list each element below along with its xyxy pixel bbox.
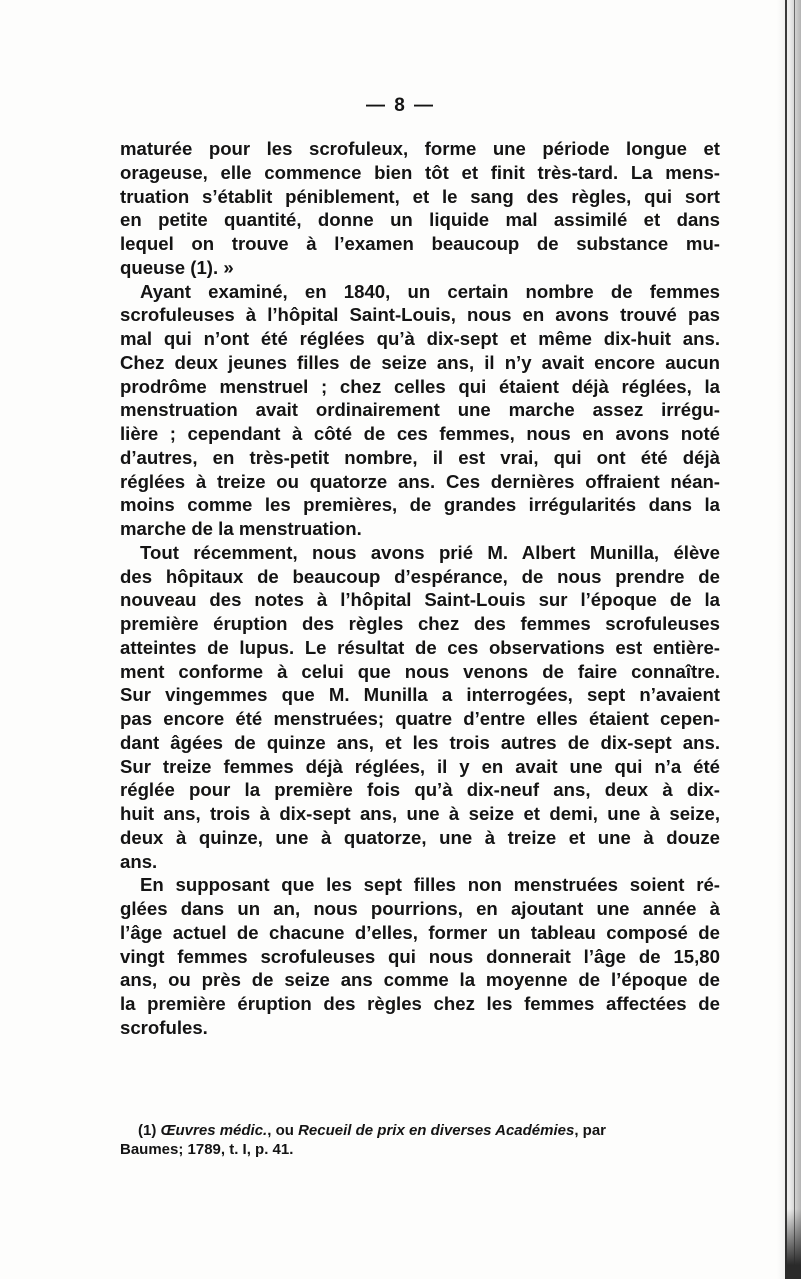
text-line: dant âgées de quinze ans, et les trois autres de dix-sept ans.: [120, 731, 720, 753]
text-line: l’âge actuel de chacune d’elles, former un tableau composé de: [120, 921, 720, 943]
text-line: réglée pour la première fois qu’à dix-neuf ans, deux à dix-: [120, 779, 720, 801]
text-line: Chez deux jeunes filles de seize ans, il n’y avait encore aucun: [120, 351, 720, 373]
page-edge-shadow: [777, 0, 801, 1279]
text-line: glées dans un an, nous pourrions, en ajoutant une année à: [120, 898, 720, 919]
page-number: — 8 —: [365, 95, 436, 116]
text-line: moins comme les premières, de grandes irrégularités dans la: [120, 494, 720, 516]
footnote-marker: (1): [138, 1122, 157, 1139]
text-line: deux à quinze, une à quatorze, une à treize et une à douze: [120, 826, 720, 848]
text-line: prodrôme menstruel ; chez celles qui étaient déjà réglées, la: [120, 375, 720, 397]
text-line: la première éruption des règles chez les femmes affectées de: [120, 993, 720, 1014]
text-line: mal qui n’ont été réglées qu’à dix-sept et même dix-huit ans.: [120, 328, 720, 349]
text-line: lequel on trouve à l’examen beaucoup de substance mu-: [120, 233, 720, 254]
text-line: orageuse, elle commence bien tôt et finit très-tard. La mens-: [120, 161, 720, 183]
text-line: réglées à treize ou quatorze ans. Ces dernières offraient néan-: [120, 470, 720, 492]
text-line: des hôpitaux de beaucoup d’espérance, de nous prendre de: [120, 565, 720, 587]
text-line: truation s’établit péniblement, et le sang des règles, qui sort: [120, 185, 720, 207]
text-line: Tout récemment, nous avons prié M. Albert Munilla, élève: [140, 541, 720, 563]
footnote-connector: , ou: [267, 1122, 294, 1139]
text-line: huit ans, trois à dix-sept ans, une à seize et demi, une à seize,: [120, 803, 720, 824]
page-edge-line: [794, 0, 795, 1279]
text-line: lière ; cependant à côté de ces femmes, nous en avons noté: [120, 423, 720, 444]
footnote-title: Œuvres médic.: [160, 1122, 268, 1139]
text-line: Sur treize femmes déjà réglées, il y en avait une qui n’a été: [120, 755, 720, 777]
body-text: [120, 137, 720, 1040]
footnote-line: Baumes; 1789, t. I, p. 41.: [120, 1141, 294, 1158]
text-line: Ayant examiné, en 1840, un certain nombre de femmes: [140, 280, 720, 302]
footnote-source: Recueil de prix en diverses Académies: [298, 1122, 575, 1139]
text-line: vingt femmes scrofuleuses qui nous donnerait l’âge de 15,80: [120, 945, 720, 967]
text-line: ment conforme à celui que nous venons de faire connaître.: [120, 660, 720, 682]
text-line: marche de la menstruation.: [120, 518, 362, 539]
footnote-tail: , par: [574, 1122, 607, 1139]
page-edge-line: [785, 0, 787, 1279]
text-line: nouveau des notes à l’hôpital Saint-Louis sur l’époque de la: [120, 589, 720, 611]
scan-corner-mark: [785, 1209, 801, 1279]
footnote-line: [120, 1121, 720, 1140]
text-line: ans.: [120, 850, 158, 872]
text-line: En supposant que les sept filles non menstruées soient ré-: [140, 874, 720, 896]
footnote: [120, 1121, 720, 1159]
text-line: ans, ou près de seize ans comme la moyenne de l’époque de: [120, 969, 720, 991]
text-line: scrofules.: [120, 1016, 208, 1038]
text-line: queuse (1). »: [120, 256, 234, 278]
text-line: atteintes de lupus. Le résultat de ces observations est entière-: [120, 636, 720, 658]
text-line: en petite quantité, donne un liquide mal assimilé et dans: [120, 209, 720, 231]
text-line: Sur vingemmes que M. Munilla a interrogées, sept n’avaient: [120, 684, 720, 706]
text-line: maturée pour les scrofuleux, forme une période longue et: [120, 138, 720, 159]
text-line: pas encore été menstruées; quatre d’entre elles étaient cepen-: [120, 708, 720, 729]
text-line: menstruation avait ordinairement une marche assez irrégu-: [120, 399, 720, 421]
text-line: d’autres, en très-petit nombre, il est vrai, qui ont été déjà: [120, 446, 720, 468]
text-line: scrofuleuses à l’hôpital Saint-Louis, nous en avons trouvé pas: [120, 304, 720, 326]
text-line: première éruption des règles chez des femmes scrofuleuses: [120, 613, 720, 634]
